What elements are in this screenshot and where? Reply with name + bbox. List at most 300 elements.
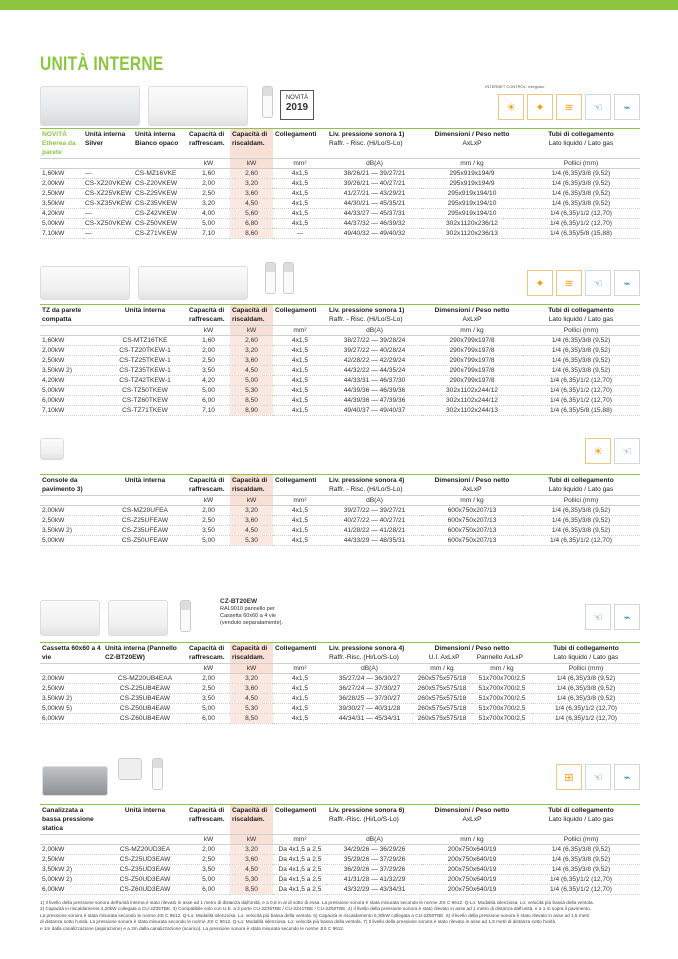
table-cell: CS-Z35UFEAW <box>103 526 187 536</box>
sun-icon: ☀ <box>498 94 524 120</box>
table-cell: CS-Z60UD3EAW <box>103 885 187 895</box>
table-row <box>40 396 640 406</box>
table-cell: 1/4 (6,35)/3/8 (9,52) <box>522 526 640 536</box>
table-cell: 5,00 <box>187 219 230 229</box>
table-cell: Da 4x1,5 a 2,5 <box>273 855 327 865</box>
table-cell: 302x1120x236/13 <box>422 229 522 239</box>
cassette-unit-image <box>40 600 100 636</box>
table-cell: 1/4 (6,35)/3/8 (9,52) <box>522 199 640 209</box>
section-ducted <box>40 758 640 895</box>
table-row <box>40 386 640 396</box>
hand-control-icon: ☜ <box>585 94 611 120</box>
table-cell: 39/26/21 — 40/27/21 <box>327 179 422 189</box>
table-cell: 1,60 <box>187 169 230 179</box>
table-cell: 4x1,5 <box>273 219 327 229</box>
table-cell: 2,50 <box>187 189 230 199</box>
table-cell: 1/4 (6,35)/1/2 (12,70) <box>522 219 640 229</box>
table-cell: 6,00 <box>187 885 230 895</box>
table-cell: CS-Z25UB4EAW <box>103 684 187 694</box>
table-cell: 1/4 (6,35)/1/2 (12,70) <box>522 209 640 219</box>
table-row <box>40 704 640 714</box>
table-cell: 1/4 (6,35)/3/8 (9,52) <box>522 169 640 179</box>
table-cell: 5,00kW 5) <box>40 704 103 714</box>
table-row <box>40 516 640 526</box>
ducted-unit-image <box>42 766 108 796</box>
table-cell: CS-Z35VKEW <box>133 199 187 209</box>
hand-control-icon: ☜ <box>585 604 611 630</box>
table-cell: CS-Z50UFEAW <box>103 536 187 546</box>
feature-icons <box>585 438 640 464</box>
table-cell: 34/29/26 — 36/29/26 <box>327 845 422 855</box>
table-cell: CS-MZ16VKE <box>133 169 187 179</box>
table-row <box>40 189 640 199</box>
table-cell: 302x1120x236/12 <box>422 219 522 229</box>
table-cell: 260x575x575/18 <box>412 674 472 684</box>
table-cell: Da 4x1,5 a 2,5 <box>273 865 327 875</box>
hand-control-icon: ☜ <box>585 270 611 296</box>
table-cell: 3,60 <box>230 356 273 366</box>
table-cell: 4x1,5 <box>273 169 327 179</box>
col-model: Cassetta 60x60 a 4 vie <box>40 643 103 664</box>
table-cell: Da 4x1,5 a 2,5 <box>273 845 327 855</box>
table-row <box>40 694 640 704</box>
badge-year: 2019 <box>285 102 309 113</box>
table-cell: 5,00 <box>187 704 230 714</box>
table-cell: CS-Z50VKEW <box>133 219 187 229</box>
table-cell: 4,00 <box>187 209 230 219</box>
table-cell: CS-Z35UD3EAW <box>103 865 187 875</box>
table-cell: 6,00 <box>187 396 230 406</box>
table-cell: 1/4 (6,35)/1/2 (12,70) <box>532 714 640 724</box>
table-cell: 3,50kW 2) <box>40 694 103 704</box>
table-cell: 4x1,5 <box>273 396 327 406</box>
col-pipes: Tubi di collegamento Lato liquido / Lato gas <box>522 475 640 496</box>
nanoe-icon: ≋ <box>556 270 582 296</box>
table-cell: 3,50 <box>187 694 230 704</box>
table-cell: 290x799x197/8 <box>422 366 522 376</box>
table-cell: 2,50 <box>187 855 230 865</box>
hand-control-icon: ☜ <box>614 438 640 464</box>
table-cell: 5,00 <box>187 875 230 885</box>
table-cell: 2,50kW <box>40 356 103 366</box>
table-cell: 1/4 (6,35)/3/8 (9,52) <box>532 694 640 704</box>
table-cell: 5,00 <box>230 376 273 386</box>
table-cell: 2,60 <box>230 169 273 179</box>
table-cell: CS-XZ50VKEW <box>85 220 132 227</box>
table-cell: 44/39/36 — 46/39/36 <box>327 386 422 396</box>
table-cell: 51x700x700/2,5 <box>472 704 532 714</box>
table-cell: 600x750x207/13 <box>422 526 522 536</box>
table-cell: 1,60 <box>187 336 230 346</box>
col-unit: Unità interna <box>103 305 187 326</box>
table-cell: 2,50 <box>187 356 230 366</box>
table-cell: CS-Z25VKEW <box>133 189 187 199</box>
col-dimensions: Dimensioni / Peso netto AxLxP <box>422 305 522 326</box>
table-cell: 5,00kW <box>40 386 103 396</box>
table-cell: 3,60 <box>230 516 273 526</box>
table-cell: 2,00 <box>187 845 230 855</box>
table-cell: 260x575x575/18 <box>412 704 472 714</box>
table-cell: 4x1,5 <box>273 366 327 376</box>
table-row <box>40 169 640 179</box>
table-cell: 1/4 (6,35)/1/2 (12,70) <box>532 704 640 714</box>
table-cell: 6,00kW <box>40 885 103 895</box>
table-cell: 1/4 (6,35)/3/8 (9,52) <box>522 179 640 189</box>
table-cell: 1/4 (6,35)/5/8 (15,88) <box>522 229 640 239</box>
table-cell: 41/28/22 — 41/28/21 <box>327 526 422 536</box>
cassette-table: Cassetta 60x60 a 4 vie Unità interna (Pannello CZ-BT20EW) Capacità di raffrescam. Capacità di riscaldam. Collegamenti Liv. pressione sonora 4) Raffr.-Risc. (Hi/Lo/S-Lo) Dimensioni / Peso netto U.I. AxLxP Pannello AxLxP Tubi di collegamento Lato liquido / Lato gas kW kW mm² dB(A) mm / kg mm / kg Pollici (mm) 2,00kW CS-MZ20UB4EAA 2,00 3,20 4x1,5 35/27/24 — 36/30/27 260x575x575/18 51x700x700/2,5 1/4 (6,35)/3/8 (9,52) 2,50kW CS-Z25UB4EAW 2,50 3,60 4x1,5 36/27/24 — 37/30/27 260x575x575/18 51x700x700/2,5 1/4 (6,35)/3/8 (9,52) 3,50kW 2) CS-Z35UB4EAW 3,50 4,50 4x1,5 36/28/25 — 37/30/27 260x575x575/18 51x700x700/2,5 1/4 (6,35)/3/8 (9,52) 5,00kW 5) CS-Z50UB4EAW 5,00 5,30 4x1,5 39/30/27 — 40/31/28 260x575x575/18 51x700x700/2,5 1/4 (6,35)/1/2 (12,70) 6,00kW CS-Z60UB4EAW 6,00 8,50 4x1,5 44/34/31 — 45/34/31 260x575x575/18 51x700x700/2,5 1/4 (6,35)/1/2 (12,70) <box>40 642 640 724</box>
table-cell: 2,50kW <box>40 189 83 199</box>
table-cell: 5,00 <box>187 536 230 546</box>
table-cell: CS-TZ25TKEW-1 <box>103 356 187 366</box>
remote-control-image <box>180 600 191 632</box>
table-cell: 295x919x194/10 <box>422 199 522 209</box>
table-cell: CS-TZ60TKEW <box>103 396 187 406</box>
table-cell: 200x750x640/19 <box>422 845 522 855</box>
table-cell: 36/27/24 — 37/30/27 <box>327 684 412 694</box>
col-noise: Liv. pressione sonora 4) Raffr. - Risc. (Hi/Lo/S-Lo) <box>327 475 422 496</box>
table-cell: CS-Z35UB4EAW <box>103 694 187 704</box>
table-cell: 295x919x194/10 <box>422 189 522 199</box>
table-cell: CS-XZ35VKEW <box>85 200 132 207</box>
cassette-panel-image <box>108 600 168 636</box>
table-cell: 4x1,5 <box>273 179 327 189</box>
col-connections: Collegamenti <box>273 805 327 835</box>
feature-icons <box>556 764 640 790</box>
table-cell: 2,50kW <box>40 516 103 526</box>
table-row <box>40 684 640 694</box>
table-row <box>40 406 640 416</box>
section-tz <box>40 262 640 416</box>
col-pipes: Tubi di collegamento Lato liquido / Lato gas <box>532 643 640 664</box>
tz-unit-image-2 <box>138 266 248 300</box>
table-cell: CS-Z50UB4EAW <box>103 704 187 714</box>
feature-icons <box>527 270 640 296</box>
table-cell: 2,50kW <box>40 855 103 865</box>
table-cell: 42/28/22 — 42/29/24 <box>327 356 422 366</box>
table-cell: 3,50 <box>187 366 230 376</box>
table-cell: 7,10kW <box>40 406 103 416</box>
table-cell: 3,50kW <box>40 199 83 209</box>
table-row <box>40 536 640 546</box>
ducted-table: Canalizzata a bassa pressione statica Unità interna Capacità di raffrescam. Capacità di riscaldam. Collegamenti Liv. pressione sonora 6) Raffr.-Risc. (Hi/Lo/S-Lo) Dimensioni / Peso netto AxLxP Tubi di collegamento Lato liquido / Lato gas kW kW mm² dB(A) mm / kg Pollici (mm) 2,00kW CS-MZ20UD3EA 2,00 3,20 Da 4x1,5 a 2,5 34/29/26 — 36/29/26 200x750x640/19 1/4 (6,35)/3/8 (9,52) 2,50kW CS-Z25UD3EAW 2,50 3,60 Da 4x1,5 a 2,5 35/29/26 — 37/29/26 200x750x640/19 1/4 (6,35)/3/8 (9,52) 3,50kW 2) CS-Z35UD3EAW 3,50 4,50 Da 4x1,5 a 2,5 36/29/26 — 37/29/26 200x750x640/19 1/4 (6,35)/3/8 (9,52) 5,00kW 2) CS-Z50UD3EAW 5,00 5,30 Da 4x1,5 a 2,5 41/31/28 — 41/32/29 200x750x640/19 1/4 (6,35)/1/2 (12,70) 6,00kW CS-Z60UD3EAW 6,00 8,50 Da 4x1,5 a 2,5 43/32/29 — 43/34/31 200x750x640/19 1/4 (6,35)/1/2 (12,70) <box>40 804 640 895</box>
remote-control-image <box>265 262 276 294</box>
col-noise: Liv. pressione sonora 1) Raffr. - Risc. (Hi/Lo/S-Lo) <box>327 305 422 326</box>
col-pipes: Tubi di collegamento Lato liquido / Lato gas <box>522 305 640 326</box>
footnote-line: e 1m dalla canalizzazione (aspirazione) e a 2m dalla canalizzazione (scarico). La pressione sonora è stata misurata secondo le norme JIS C 9612. <box>40 925 345 931</box>
table-cell: 4x1,5 <box>273 376 327 386</box>
table-cell: — <box>83 229 133 239</box>
table-cell: 6,00 <box>187 714 230 724</box>
table-cell: 4,50 <box>230 865 273 875</box>
footnotes <box>40 900 640 932</box>
table-cell: CS-TZ50TKEW <box>103 386 187 396</box>
wifi-icon: ⌁ <box>614 604 640 630</box>
section-console <box>40 432 640 546</box>
table-cell: 35/29/26 — 37/29/26 <box>327 855 422 865</box>
table-cell: 51x700x700/2,5 <box>472 674 532 684</box>
footnote-line: La pressione sonora è stata misurata secondo le norme JIS C 9612. Q-Lo: Modalità silenziosa. Lo: velocità più bassa della ventola. 5) Capacità in riscaldamento 5,30kW collegata a CU-2Z50TBE. 6) Il livello della pressione sonora è stato rilevato in asse ad 1,5 metri <box>40 912 590 918</box>
col-noise: Liv. pressione sonora 1) Raffr. - Risc. (Hi/Lo/S-Lo) <box>327 129 422 159</box>
table-cell: 8,50 <box>230 885 273 895</box>
table-cell: 1/4 (6,35)/3/8 (9,52) <box>532 674 640 684</box>
table-cell: 200x750x640/19 <box>422 865 522 875</box>
table-cell: 7,10kW <box>40 229 83 239</box>
airflow-icon: ⊞ <box>556 764 582 790</box>
table-cell: 8,50 <box>230 714 273 724</box>
table-cell: 49/40/32 — 49/40/32 <box>327 229 422 239</box>
table-cell: 4x1,5 <box>273 704 327 714</box>
table-row <box>40 179 640 189</box>
col-unit: Unità interna <box>103 805 187 835</box>
table-cell: 38/26/21 — 39/27/21 <box>327 169 422 179</box>
table-cell: 4,50 <box>230 526 273 536</box>
table-cell: 1/4 (6,35)/1/2 (12,70) <box>522 885 640 895</box>
col-pipes: Tubi di collegamento Lato liquido / Lato gas <box>522 129 640 159</box>
table-cell: 290x799x197/8 <box>422 356 522 366</box>
table-cell: 200x750x640/19 <box>422 885 522 895</box>
col-model: TZ da parete compatta <box>40 305 103 326</box>
table-row <box>40 674 640 684</box>
table-cell: CS-XZ25VKEW <box>85 190 132 197</box>
table-cell: 8,60 <box>230 229 273 239</box>
etherea-white-unit-image <box>148 86 248 126</box>
table-cell: 290x799x197/8 <box>422 376 522 386</box>
table-cell: 1/4 (6,35)/3/8 (9,52) <box>522 845 640 855</box>
table-cell: 3,50 <box>187 526 230 536</box>
table-row <box>40 845 640 855</box>
table-cell: 4x1,5 <box>273 356 327 366</box>
table-cell: 4x1,5 <box>273 336 327 346</box>
table-cell: 4x1,5 <box>273 199 327 209</box>
table-cell: 4,20kW <box>40 209 83 219</box>
tcs-icon: ✦ <box>527 270 553 296</box>
table-cell: 3,20 <box>230 845 273 855</box>
table-cell: CS-TZ42TKEW-1 <box>103 376 187 386</box>
table-cell: 290x799x197/8 <box>422 346 522 356</box>
table-cell: 5,00kW <box>40 219 83 229</box>
col-cooling: Capacità di raffrescam. <box>187 305 230 326</box>
table-cell: 51x700x700/2,5 <box>472 684 532 694</box>
table-cell: 4,20kW <box>40 376 103 386</box>
table-cell: CS-Z60UB4EAW <box>103 714 187 724</box>
table-cell: — <box>273 229 327 239</box>
stars-icon: ✦ <box>527 94 553 120</box>
table-cell: 4,20 <box>187 376 230 386</box>
table-row <box>40 229 640 239</box>
footnote-line: 2) Capacità in riscaldamento 4,20kW collegata a CU-2Z35TBE. 3) Compatibile solo con U.E. a 2 porte CU-2Z35TBE / CU-2Z41TBE / CU-2Z50TBE. 4) Il livello della pressione sonora è stato rilevato in asse ad 1 metro di distanza dall'unità, e a 1 m sopra il pavimento. <box>40 906 592 912</box>
hand-control-icon: ☜ <box>585 764 611 790</box>
table-cell: 3,60 <box>230 684 273 694</box>
table-cell: 5,30 <box>230 386 273 396</box>
col-heating: Capacità di riscaldam. <box>230 643 273 664</box>
table-cell: 1/4 (6,35)/3/8 (9,52) <box>522 516 640 526</box>
table-cell: 1/4 (6,35)/3/8 (9,52) <box>522 189 640 199</box>
wifi-icon: ⌁ <box>614 94 640 120</box>
table-row <box>40 855 640 865</box>
table-cell: 1/4 (6,35)/1/2 (12,70) <box>522 396 640 406</box>
table-cell: 6,00kW <box>40 396 103 406</box>
table-cell: 4x1,5 <box>273 526 327 536</box>
table-cell: 38/27/22 — 39/28/24 <box>327 336 422 346</box>
col-heating: Capacità di riscaldam. <box>230 475 273 496</box>
col-cooling: Capacità di raffrescam. <box>187 129 230 159</box>
col-unit: Unità interna <box>103 475 187 496</box>
table-cell: 2,00kW <box>40 506 103 516</box>
table-cell: 3,20 <box>230 674 273 684</box>
table-cell: 2,00 <box>187 506 230 516</box>
table-cell: 5,60 <box>230 209 273 219</box>
table-cell: 36/28/25 — 37/30/27 <box>327 694 412 704</box>
col-dimensions: Dimensioni / Peso netto AxLxP <box>422 129 522 159</box>
col-model: Console da pavimento 3) <box>40 475 103 496</box>
table-cell: 1/4 (6,35)/3/8 (9,52) <box>522 356 640 366</box>
col-white: Unità interna Bianco opaco <box>133 129 187 159</box>
table-cell: 302x1102x244/12 <box>422 386 522 396</box>
col-model: NOVITÀ Etherea da parete <box>40 129 83 159</box>
table-cell: 2,50 <box>187 516 230 526</box>
etherea-table: NOVITÀ Etherea da parete Unità interna Silver Unità interna Bianco opaco Capacità di raffrescam. Capacità di riscaldam. Collegamenti Liv. pressione sonora 1) Raffr. - Risc. (Hi/Lo/S-Lo) Dimensioni / Peso netto AxLxP Tubi di collegamento Lato liquido / Lato gas kW kW mm² dB(A) mm / kg Pollici (mm) 1,60kW — CS-MZ16VKE 1,60 2,60 4x1,5 38/26/21 — 39/27/21 295x919x194/9 1/4 (6,35)/3/8 (9,52) 2,00kW CS-XZ20VKEW CS-Z20VKEW 2,00 3,20 4x1,5 39/26/21 — 40/27/21 295x919x194/9 1/4 (6,35)/3/8 (9,52) 2,50kW CS-XZ25VKEW CS-Z25VKEW 2,50 3,60 4x1,5 41/27/21 — 43/29/21 295x919x194/10 1/4 (6,35)/3/8 (9,52) 3,50kW CS-XZ35VKEW CS-Z35VKEW 3,20 4,50 4x1,5 44/30/21 — 45/35/21 295x919x194/10 1/4 (6,35)/3/8 (9,52) 4,20kW — CS-Z42VKEW 4,00 5,60 4x1,5 44/33/27 — 45/37/31 295x919x194/10 1/4 (6,35)/1/2 (12,70) 5,00kW CS-XZ50VKEW CS-Z50VKEW 5,00 6,80 4x1,5 44/37/32 — 46/39/32 302x1120x236/12 1/4 (6,35)/1/2 (12,70) 7,10kW — CS-Z71VKEW 7,10 8,60 — 49/40/32 — 49/40/32 302x1120x236/13 1/4 (6,35)/5/8 (15,88) <box>40 128 640 239</box>
table-cell: 44/34/31 — 45/34/31 <box>327 714 412 724</box>
col-dimensions: Dimensioni / Peso netto AxLxP <box>422 475 522 496</box>
table-cell: 1,60kW <box>40 336 103 346</box>
footnote-line: 1) Il livello della pressione sonora dell'unità interna è stato rilevato in asse ad 1 metro di distanza dall'unità, e a 0,8 m al di sotto di essa. La pressione sonora è stata misurata secondo le norme JIS C 9612. Q-Lo: Modalità silenziosa. Lo: velocità più bassa della ventola. <box>40 900 594 905</box>
table-cell: — <box>83 169 133 179</box>
table-cell: 3,20 <box>187 199 230 209</box>
tz-unit-image <box>40 266 130 300</box>
col-pipes: Tubi di collegamento Lato liquido / Lato gas <box>522 805 640 835</box>
table-cell: 260x575x575/18 <box>412 684 472 694</box>
col-connections: Collegamenti <box>273 129 327 159</box>
table-cell: 2,00 <box>187 179 230 189</box>
table-cell: 3,20 <box>230 346 273 356</box>
table-cell: 36/29/26 — 37/29/26 <box>327 865 422 875</box>
table-cell: 2,50 <box>187 684 230 694</box>
table-cell: 2,00 <box>187 346 230 356</box>
table-cell: 43/32/29 — 43/34/31 <box>327 885 422 895</box>
table-cell: Da 4x1,5 a 2,5 <box>273 885 327 895</box>
table-cell: 7,10 <box>187 229 230 239</box>
table-cell: 4x1,5 <box>273 536 327 546</box>
table-cell: CS-TZ20TKEW-1 <box>103 346 187 356</box>
table-cell: 1,60kW <box>40 169 83 179</box>
section-etherea <box>40 86 640 239</box>
page-title: UNITÀ INTERNE <box>40 54 164 75</box>
col-noise: Liv. pressione sonora 6) Raffr.-Risc. (Hi/Lo/S-Lo) <box>327 805 422 835</box>
cz-title: CZ-BT20EW <box>220 598 258 605</box>
table-cell: CS-Z50UD3EAW <box>103 875 187 885</box>
table-row <box>40 875 640 885</box>
table-cell: 200x750x640/19 <box>422 875 522 885</box>
col-heating: Capacità di riscaldam. <box>230 805 273 835</box>
wired-remote-image <box>118 758 142 780</box>
table-cell: 39/27/22 — 39/27/21 <box>327 506 422 516</box>
table-row <box>40 346 640 356</box>
badge-label: NOVITÀ <box>285 95 309 101</box>
table-cell: 4x1,5 <box>273 346 327 356</box>
col-silver: Unità interna Silver <box>83 129 133 159</box>
col-model: Canalizzata a bassa pressione statica <box>40 805 103 835</box>
table-cell: 295x919x194/10 <box>422 209 522 219</box>
table-cell: 3,50 <box>187 865 230 875</box>
table-cell: 1/4 (6,35)/3/8 (9,52) <box>522 506 640 516</box>
col-unit: Unità interna (Pannello CZ-BT20EW) <box>103 643 187 664</box>
table-cell: 1/4 (6,35)/1/2 (12,70) <box>522 875 640 885</box>
table-cell: 4x1,5 <box>273 189 327 199</box>
table-cell: 3,50kW 2) <box>40 865 103 875</box>
col-dimensions: Dimensioni / Peso netto AxLxP <box>422 805 522 835</box>
table-cell: 44/33/29 — 48/35/31 <box>327 536 422 546</box>
table-cell: 3,60 <box>230 189 273 199</box>
table-cell: 2,50kW <box>40 684 103 694</box>
wifi-icon: ⌁ <box>614 764 640 790</box>
table-cell: CS-Z42VKEW <box>133 209 187 219</box>
table-cell: 3,60 <box>230 855 273 865</box>
table-cell: 44/37/32 — 46/39/32 <box>327 219 422 229</box>
remote-control-image-2 <box>283 262 294 294</box>
table-cell: 2,60 <box>230 336 273 346</box>
table-cell: 44/33/27 — 45/37/31 <box>327 209 422 219</box>
table-cell: 1/4 (6,35)/3/8 (9,52) <box>532 684 640 694</box>
col-connections: Collegamenti <box>273 305 327 326</box>
table-row <box>40 356 640 366</box>
table-cell: — <box>83 209 133 219</box>
table-cell: 290x799x197/8 <box>422 336 522 346</box>
col-cooling: Capacità di raffrescam. <box>187 805 230 835</box>
table-cell: 44/33/31 — 46/37/30 <box>327 376 422 386</box>
table-cell: 260x575x575/18 <box>412 714 472 724</box>
table-cell: 4,50 <box>230 199 273 209</box>
table-cell: 2,00kW <box>40 346 103 356</box>
table-cell: 1/4 (6,35)/3/8 (9,52) <box>522 855 640 865</box>
feature-icons <box>585 604 640 630</box>
table-cell: CS-MZ20UB4EAA <box>103 674 187 684</box>
col-connections: Collegamenti <box>273 475 327 496</box>
table-cell: 2,00 <box>187 674 230 684</box>
table-cell: 51x700x700/2,5 <box>472 714 532 724</box>
table-cell: 2,00kW <box>40 845 103 855</box>
table-cell: 302x1102x244/13 <box>422 406 522 416</box>
table-cell: 295x919x194/9 <box>422 179 522 189</box>
table-cell: CS-TZ35TKEW-1 <box>103 366 187 376</box>
footnote-line: di distanza sotto l'unità. La pressione sonora è stata misurata secondo le norme JIS C 9612. Q-Lo: Modalità silenziosa. Lo: velocità più bassa della ventola. 7) Il livello della pressione sonora è stato rilevato in asse ad 1,5 metri di distanza sotto l'unità <box>40 919 556 925</box>
table-cell: 4x1,5 <box>273 406 327 416</box>
table-cell: 600x750x207/13 <box>422 516 522 526</box>
table-cell: 4x1,5 <box>273 516 327 526</box>
table-cell: 41/27/21 — 43/29/21 <box>327 189 422 199</box>
tz-table: TZ da parete compatta Unità interna Capacità di raffrescam. Capacità di riscaldam. Collegamenti Liv. pressione sonora 1) Raffr. - Risc. (Hi/Lo/S-Lo) Dimensioni / Peso netto AxLxP Tubi di collegamento Lato liquido / Lato gas kW kW mm² dB(A) mm / kg Pollici (mm) 1,60kW CS-MTZ16TKE 1,60 2,60 4x1,5 38/27/22 — 39/28/24 290x799x197/8 1/4 (6,35)/3/8 (9,52) 2,00kW CS-TZ20TKEW-1 2,00 3,20 4x1,5 39/27/22 — 40/28/24 290x799x197/8 1/4 (6,35)/3/8 (9,52) 2,50kW CS-TZ25TKEW-1 2,50 3,60 4x1,5 42/28/22 — 42/29/24 290x799x197/8 1/4 (6,35)/3/8 (9,52) 3,50kW 2) CS-TZ35TKEW-1 3,50 4,50 4x1,5 44/32/22 — 44/35/24 290x799x197/8 1/4 (6,35)/3/8 (9,52) 4,20kW CS-TZ42TKEW-1 4,20 5,00 4x1,5 44/33/31 — 46/37/30 290x799x197/8 1/4 (6,35)/1/2 (12,70) 5,00kW CS-TZ50TKEW 5,00 5,30 4x1,5 44/39/36 — 46/39/36 302x1102x244/12 1/4 (6,35)/1/2 (12,70) 6,00kW CS-TZ60TKEW 6,00 8,50 4x1,5 44/39/36 — 47/39/36 302x1102x244/12 1/4 (6,35)/1/2 (12,70) 7,10kW CS-TZ71TKEW 7,10 8,90 4x1,5 49/40/37 — 49/40/37 302x1102x244/13 1/4 (6,35)/5/8 (15,88) <box>40 304 640 416</box>
table-cell: CS-XZ20VKEW <box>85 180 132 187</box>
table-cell: CS-TZ71TKEW <box>103 406 187 416</box>
table-cell: 200x750x640/19 <box>422 855 522 865</box>
table-cell: 4,50 <box>230 694 273 704</box>
table-cell: 8,90 <box>230 406 273 416</box>
table-cell: 5,30 <box>230 536 273 546</box>
col-dimensions: Dimensioni / Peso netto U.I. AxLxP Pannello AxLxP <box>412 643 532 664</box>
sun-icon: ☀ <box>585 438 611 464</box>
table-cell: 44/32/22 — 44/35/24 <box>327 366 422 376</box>
remote-control-image <box>152 758 163 790</box>
table-cell: 3,50kW 2) <box>40 366 103 376</box>
remote-control-image <box>262 86 273 118</box>
table-cell: CS-MZ20UD3EA <box>103 845 187 855</box>
cz-panel-note <box>220 598 290 627</box>
cz-text: RAL9010 pannello per Cassetta 60x60 a 4 vie (venduto separatamente). <box>220 606 283 626</box>
table-cell: 4x1,5 <box>273 714 327 724</box>
table-cell: CS-MTZ16TKE <box>103 336 187 346</box>
table-cell: 4,50 <box>230 366 273 376</box>
table-cell: CS-Z20VKEW <box>133 179 187 189</box>
